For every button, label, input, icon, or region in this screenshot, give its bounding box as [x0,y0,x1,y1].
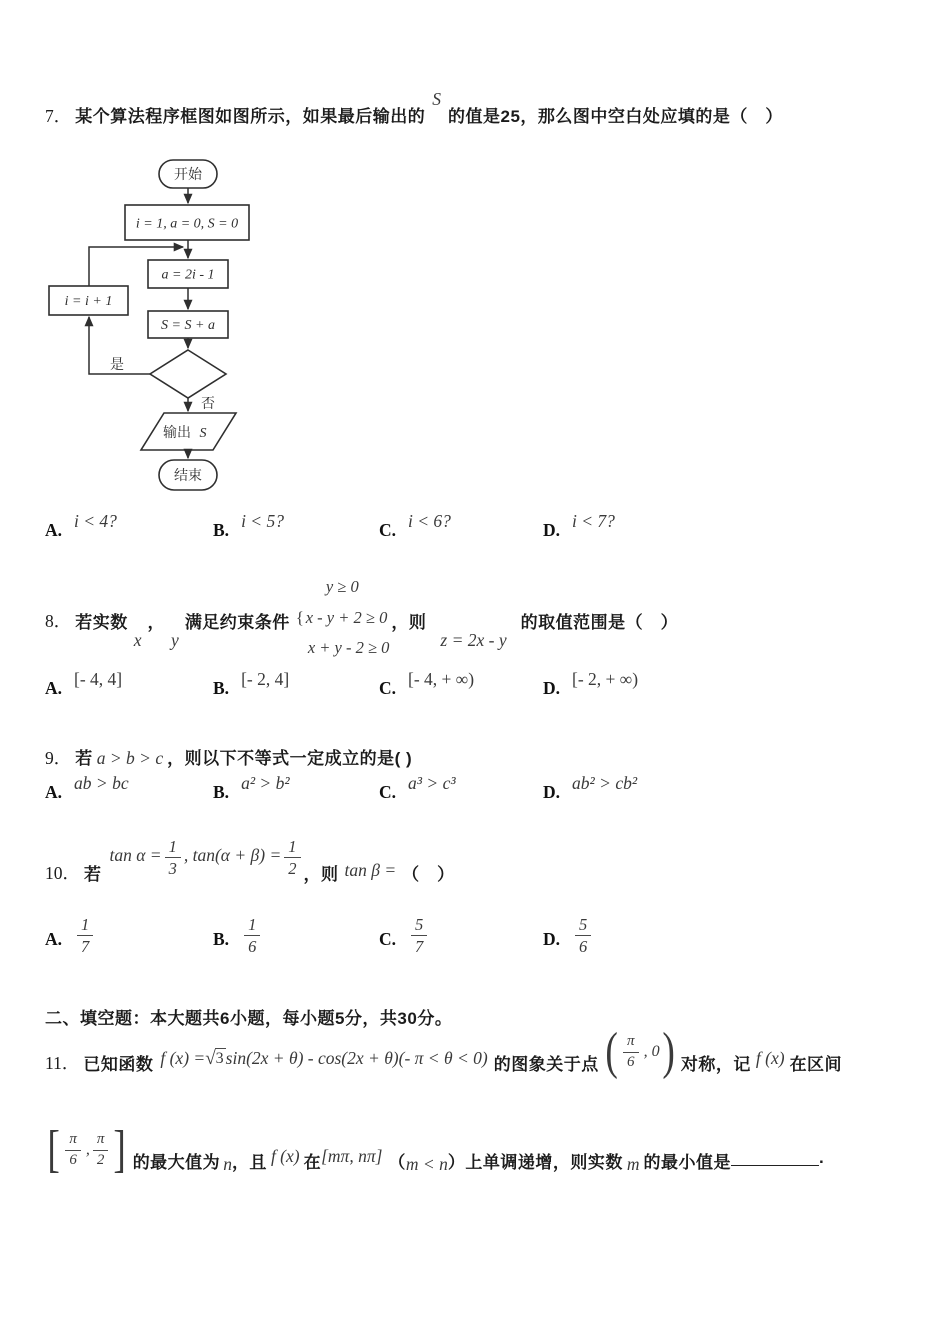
question-11-text10: 的最小值是 [643,1153,731,1172]
variable-x: x [133,630,142,650]
fraction-option-d: $\frac{5}{6}$ [575,914,591,958]
question-9-title [45,744,925,770]
question-9-text2: ，则以下不等式一定成立的是( ) [167,749,413,768]
answer-blank [731,1144,819,1166]
close-paren: ) [661,1023,675,1080]
init-label: i = 1, a = 0, S = 0 [135,216,239,232]
question-10-title [45,834,455,885]
function-fx-1: f (x) [755,1048,785,1068]
option-7d: D. i < 7? [543,511,615,540]
question-7-number: 7． [45,106,72,126]
question-11-text7: 在 [303,1153,322,1172]
question-10-text1: 若 [84,865,102,884]
constraint-system [296,572,390,664]
question-8-text4: 的取值范围是（ ） [520,613,679,632]
constraint-2: { x - y + 2 ≥ 0 [295,607,388,627]
question-11-text2: 的图象关于点 [493,1055,599,1074]
question-11-text3: 对称，记 [680,1055,751,1074]
variable-n: n [223,1154,232,1174]
question-7-text-before: 某个算法程序框图如图所示，如果最后输出的 [75,107,426,126]
option-10a: A. $\frac{1}{7}$ [45,914,213,958]
question-11-text1: 已知函数 [83,1055,154,1074]
fraction-pi-6: $\frac{\pi}{6}$ [623,1032,639,1072]
question-9-text1: 若 [75,749,93,768]
option-10c: C. $\frac{5}{7}$ [379,914,543,958]
fraction-1-2: $\frac{1}{2}$ [284,836,300,880]
question-8-text1: 若实数 [75,613,128,632]
option-8a: A. [- 4, 4] [45,669,123,698]
option-8d: D. [- 2, + ∞) [543,669,639,698]
function-fx-2: f (x) [270,1146,300,1166]
question-7-text-after: 的值是25，那么图中空白处应填的是（ ） [448,107,783,126]
option-8b: B. [- 2, 4] [213,669,290,698]
question-8-number: 8． [45,611,72,631]
tan-beta: tan β = [344,860,397,880]
no-branch-label: 否 [201,395,215,411]
question-8-comma: ， [147,613,166,632]
option-9c: C. a³ > c³ [379,773,456,802]
option-9a: A. ab > bc [45,773,129,802]
question-11-text4: 在区间 [789,1055,843,1074]
option-9d: D. ab² > cb² [543,773,638,802]
question-8-text2: 满足约束条件 [184,613,290,632]
m-less-than-n: m < n [405,1154,448,1174]
section-2-title: 二、填空题：本大题共6小题，每小题5分，共30分。 [45,1009,453,1028]
question-11-text6: ，且 [231,1153,267,1172]
option-8c: C. [- 4, + ∞) [379,669,475,698]
option-10d: D. $\frac{5}{6}$ [543,914,925,958]
increment-label: i = i + 1 [64,294,113,309]
question-8-options [45,669,925,699]
sqrt-3: √ 3 [205,1048,224,1069]
output-variable: S [199,426,207,441]
question-11-line1 [45,1023,935,1080]
variable-y: y [171,630,179,650]
fraction-pi-2: $\frac{\pi}{2}$ [93,1130,109,1170]
question-10-text3: （ ） [402,865,455,884]
open-paren: ( [605,1023,618,1080]
start-label: 开始 [174,166,202,182]
close-bracket: ] [113,1121,127,1178]
question-8-title [45,572,678,664]
sum-label: S = S + a [161,318,215,333]
tan-alpha-plus-beta: , tan(α + β) = [183,845,282,865]
point-second-coord: , 0 [643,1043,660,1060]
assign-label: a = 2i - 1 [161,267,215,283]
constraint-1: y ≥ 0 [325,577,359,596]
interval-m-n-pi: [mπ, nπ] [321,1146,383,1166]
question-11-text8: （ [388,1153,406,1172]
question-11-text5: 的最大值为 [132,1153,221,1172]
question-11-line2 [45,1121,935,1178]
interval-comma: , [85,1141,90,1158]
option-7c: C. i < 6? [379,511,451,540]
interval-bracket-group [45,1121,129,1178]
question-11-number: 11． [45,1053,80,1073]
objective-function: z = 2x - y [440,630,507,650]
system-brace: { [295,607,304,627]
question-10-number: 10． [45,863,80,883]
fraction-option-a: $\frac{1}{7}$ [77,914,93,958]
question-8-text3: ，则 [391,613,427,632]
open-bracket: [ [47,1121,60,1178]
fraction-option-b: $\frac{1}{6}$ [244,914,260,958]
option-10b: B. $\frac{1}{6}$ [213,914,379,958]
question-11-period: . [819,1148,825,1167]
function-expression: sin(2x + θ) - cos(2x + θ)(- π < θ < 0) [225,1048,488,1068]
question-9-inequality: a > b > c [96,748,164,768]
output-label: 输出 [163,424,191,440]
tan-alpha: tan α = [109,845,162,865]
constraint-3: x + y - 2 ≥ 0 [307,638,390,658]
decision-diamond-blank [150,350,226,398]
option-7a: A. i < 4? [45,511,117,540]
question-9-options [45,773,925,803]
question-10-text2: ，则 [303,865,339,884]
option-9b: B. a² > b² [213,773,290,802]
question-11-text9: ）上单调递增，则实数 [447,1153,623,1172]
algorithm-flowchart [47,158,259,502]
fraction-option-c: $\frac{5}{7}$ [411,914,427,958]
fraction-1-3: $\frac{1}{3}$ [165,836,181,880]
end-label: 结束 [174,467,202,483]
function-definition: f (x) = [160,1048,206,1068]
symmetry-point [603,1023,677,1080]
question-7-title [45,89,925,128]
fraction-pi-6-b: $\frac{\pi}{6}$ [65,1130,81,1170]
option-7b: B. i < 5? [213,511,284,540]
question-7-variable-s: S [432,89,441,109]
yes-branch-label: 是 [110,356,124,372]
question-10-options [45,914,925,958]
question-7-options [45,511,925,541]
variable-m: m [626,1154,640,1174]
question-9-number: 9． [45,748,72,768]
